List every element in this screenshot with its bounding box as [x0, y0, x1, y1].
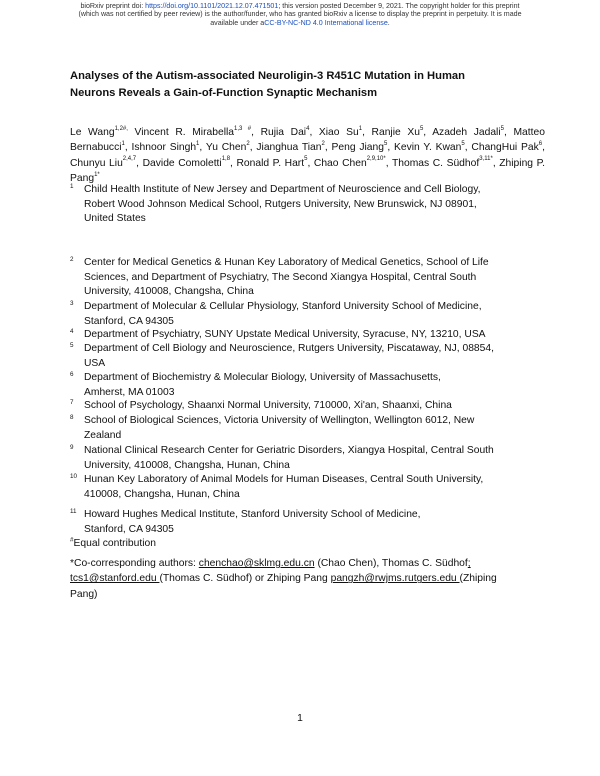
corr-line-3: Pang) — [70, 588, 98, 600]
author-separator: , — [464, 142, 472, 154]
author-separator: , — [307, 157, 314, 169]
affiliation-line: United States — [84, 213, 146, 225]
affiliation-number: 6 — [70, 371, 74, 378]
affiliation-line: Robert Wood Johnson Medical School, Rutgers University, New Brunswick, NJ 08901, — [84, 198, 477, 210]
author-name: Peng Jiang — [331, 142, 384, 154]
author-affiliation-mark: 4 — [306, 125, 310, 132]
affiliation-2 — [70, 256, 489, 300]
affiliation-line: Hunan Key Laboratory of Animal Models for Human Diseases, Central South University, — [84, 474, 484, 485]
author-separator: , — [423, 127, 433, 138]
author-name: Zhiping P. Pang — [70, 157, 545, 185]
banner-line-3: available under aCC-BY-NC-ND 4.0 International license. — [210, 18, 390, 27]
author-separator: , — [324, 142, 332, 154]
author-name: Rujia Dai — [260, 127, 307, 138]
author-name: Le Wang — [70, 127, 115, 138]
author-separator: , — [387, 142, 395, 154]
author-list — [70, 125, 545, 187]
affiliation-number: 11 — [70, 508, 77, 515]
author-affiliation-mark: 1 — [358, 125, 363, 132]
affiliation-line: National Clinical Research Center for Geriatric Disorders, Xiangya Hospital, Central South — [84, 445, 494, 456]
author-affiliation-mark: 5 — [500, 125, 504, 132]
author-separator: , — [199, 142, 206, 154]
affiliation-number: 5 — [70, 342, 74, 349]
affiliation-10 — [70, 473, 484, 502]
email-tcs1[interactable]: tcs1@stanford.edu — [70, 573, 160, 585]
corr-line-2: tcs1@stanford.edu (Thomas C. Südhof) or Zhiping Pang pangzh@rwjms.rutgers.edu (Zhiping — [70, 573, 497, 585]
author-affiliation-mark: 3,11* — [479, 156, 493, 163]
affiliation-line: Sciences, and Department of Psychiatry, The Second Xiangya Hospital, Central South — [84, 271, 477, 283]
affiliation-number: 10 — [70, 473, 78, 480]
affiliation-number: 1 — [70, 183, 74, 190]
affiliation-line: Stanford, CA 94305 — [84, 523, 174, 535]
author-separator: , — [309, 127, 319, 138]
author-name: Kevin Y. Kwan — [394, 142, 462, 154]
author-affiliation-mark: 2 — [321, 140, 325, 147]
author-separator: , — [503, 127, 514, 138]
corr-line-1: *Co-corresponding authors: chenchao@sklmg.edu.cn (Chao Chen), Thomas C. Südhof; — [70, 558, 471, 569]
affiliation-9 — [70, 444, 494, 473]
author-name: Yu Chen — [205, 142, 247, 154]
author-separator: , — [362, 127, 372, 138]
email-chenchao[interactable]: chenchao@sklmg.edu.cn — [198, 558, 315, 569]
affiliation-number: 3 — [70, 300, 74, 307]
email-pangzh[interactable]: pangzh@rwjms.rutgers.edu — [330, 573, 460, 585]
author-affiliation-mark: 1,8 — [221, 156, 231, 163]
affiliation-8 — [70, 414, 475, 443]
affiliation-line: 410008, Changsha, Hunan, China — [84, 488, 240, 500]
affiliation-line: University, 410008, Changsha, China — [84, 286, 254, 298]
author-name: Thomas C. Südhof — [391, 157, 480, 169]
affiliation-line: Amherst, MA 01003 — [84, 386, 175, 398]
author-name: Chao Chen — [313, 157, 367, 169]
author-name: Azadeh Jadali — [432, 127, 501, 138]
affiliation-line: USA — [84, 357, 106, 369]
author-affiliation-mark: 1* — [94, 171, 100, 178]
author-affiliation-mark: 1,2#, — [114, 125, 128, 132]
affiliation-number: 8 — [70, 414, 74, 421]
author-name: Ronald P. Hart — [236, 157, 305, 169]
author-name: Ishnoor Singh — [131, 142, 197, 154]
affiliation-4 — [70, 328, 486, 343]
author-affiliation-mark: 1 — [121, 140, 125, 147]
page-number: 1 — [297, 713, 303, 724]
banner-line-1: bioRxiv preprint doi: https://doi.org/10.1101/2021.12.07.471501; this version posted December 9, 2021. The copyright holder for this preprint — [80, 2, 520, 10]
email-tcs1-part[interactable]: ; — [467, 558, 471, 569]
affiliation-number: 7 — [70, 399, 74, 406]
corresponding-authors — [70, 556, 540, 602]
author-affiliation-mark: 5 — [304, 156, 308, 163]
author-separator: , — [124, 142, 132, 154]
author-name: Ranjie Xu — [371, 127, 420, 138]
affiliation-number: 2 — [70, 256, 74, 263]
author-name: Jianghua Tian — [256, 142, 322, 154]
affiliation-number: 9 — [70, 444, 74, 451]
author-name: Davide Comoletti — [142, 157, 222, 169]
affiliation-line: Department of Psychiatry, SUNY Upstate Medical University, Syracuse, NY, 13210, USA — [84, 329, 486, 340]
author-affiliation-mark: 5 — [419, 125, 424, 132]
affiliation-3 — [70, 300, 482, 329]
affiliation-6 — [70, 371, 441, 400]
author-name: Matteo Bernabucci — [70, 127, 545, 154]
equal-mark: # — [70, 536, 74, 544]
author-separator — [128, 127, 135, 138]
author-separator: , — [136, 157, 143, 169]
author-affiliation-mark: 2,9,10* — [366, 156, 386, 163]
author-separator: , — [492, 157, 500, 169]
license-link[interactable]: CC-BY-NC-ND 4.0 International license — [264, 18, 388, 27]
affiliation-line: Department of Molecular & Cellular Physiology, Stanford University School of Medicine, — [84, 301, 482, 312]
author-separator: , — [251, 127, 261, 138]
author-affiliation-mark: 1 — [196, 140, 200, 147]
affiliation-line: Department of Biochemistry & Molecular Biology, University of Massachusetts, — [84, 372, 441, 383]
author-affiliation-mark: 5 — [383, 140, 388, 147]
affiliation-line: School of Biological Sciences, Victoria University of Wellington, Wellington 6012, New — [84, 415, 475, 426]
affiliation-number: 4 — [70, 328, 74, 335]
author-separator: , — [249, 142, 257, 154]
affiliation-line: Child Health Institute of New Jersey and Department of Neuroscience and Cell Biology, — [84, 184, 481, 195]
affiliation-7 — [70, 399, 452, 414]
affiliation-line: University, 410008, Changsha, Hunan, China — [84, 459, 290, 471]
author-name: Vincent R. Mirabella — [134, 127, 234, 138]
affiliation-1 — [70, 183, 481, 227]
author-separator: , — [230, 157, 237, 169]
affiliation-line: Department of Cell Biology and Neuroscience, Rutgers University, Piscataway, NJ, 08854, — [84, 343, 494, 354]
author-affiliation-mark: 6 — [538, 140, 543, 147]
author-separator: , — [385, 157, 392, 169]
title-line-1: Analyses of the Autism-associated Neuroligin-3 R451C Mutation in Human — [70, 70, 465, 82]
affiliation-line: Center for Medical Genetics & Hunan Key Laboratory of Medical Genetics, School of Life — [84, 257, 489, 268]
affiliation-line: School of Psychology, Shaanxi Normal University, 710000, Xi'an, Shaanxi, China — [84, 400, 452, 411]
author-affiliation-mark: 2,4,7 — [122, 156, 137, 163]
author-affiliation-mark: 5 — [461, 140, 465, 147]
affiliation-11 — [70, 508, 421, 537]
affiliation-line: Stanford, CA 94305 — [84, 315, 174, 327]
author-name: ChangHui Pak — [471, 142, 539, 154]
author-affiliation-mark: 1,3 # — [234, 125, 252, 132]
author-affiliation-mark: 2 — [246, 140, 250, 147]
author-separator: , — [542, 142, 545, 154]
author-name: Xiao Su — [318, 127, 359, 138]
affiliation-line: Zealand — [84, 429, 122, 441]
doi-link[interactable]: https://doi.org/10.1101/2021.12.07.471501 — [145, 2, 279, 10]
author-name: Chunyu Liu — [70, 157, 123, 169]
title-line-2: Neurons Reveals a Gain-of-Function Synaptic Mechanism — [70, 87, 378, 99]
preprint-banner — [0, 2, 600, 27]
banner-line-2: (which was not certified by peer review) is the author/funder, who has granted bioRxiv a license to display the preprint in perpetuity. It is made — [78, 10, 522, 19]
affiliation-5 — [70, 342, 494, 371]
equal-contribution-note: #Equal contribution — [70, 536, 156, 549]
affiliation-line: Howard Hughes Medical Institute, Stanford University School of Medicine, — [84, 509, 421, 520]
paper-title — [70, 68, 540, 102]
